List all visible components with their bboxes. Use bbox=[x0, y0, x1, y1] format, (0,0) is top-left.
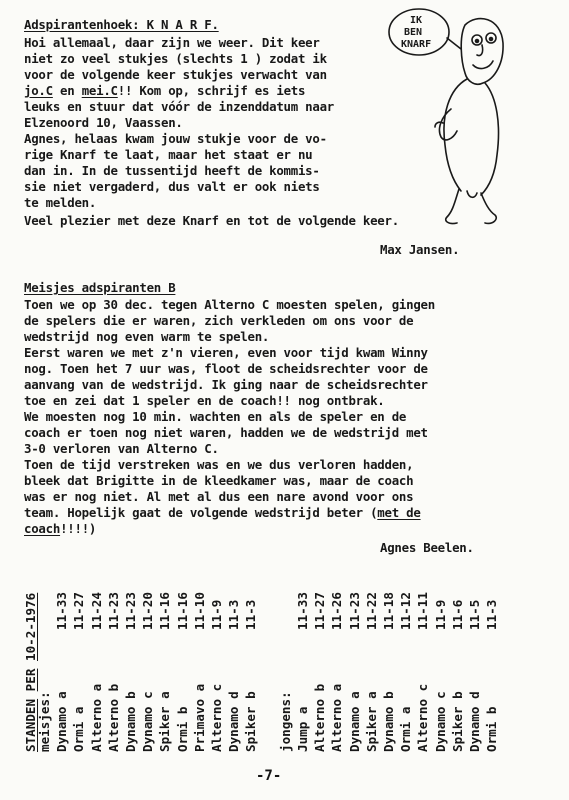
standings-team: Spiker a bbox=[363, 691, 379, 752]
section1-line-4 bbox=[24, 83, 305, 99]
standings-team: meisjes: bbox=[37, 691, 52, 752]
section1-heading: Adspirantenhoek: K N A R F. bbox=[24, 17, 219, 32]
standings-score: 11-24 bbox=[88, 592, 104, 630]
standings-team: Dynamo b bbox=[123, 691, 138, 752]
section1-line: Veel plezier met deze Knarf en tot de volgende keer. bbox=[24, 213, 399, 228]
standings-score: 11-18 bbox=[381, 592, 396, 630]
standings-team: Spiker b bbox=[243, 691, 259, 752]
underlined-text: coach bbox=[24, 521, 61, 536]
standings-team: Dynamo c bbox=[140, 691, 156, 752]
page-number: -7- bbox=[256, 768, 282, 784]
standings-score: 11-12 bbox=[398, 592, 414, 630]
standings-team: Dynamo b bbox=[381, 691, 396, 752]
section1-line: sie niet vergaderd, dus valt er ook niets bbox=[24, 179, 320, 194]
line-rest-text: !!!!) bbox=[60, 521, 97, 536]
section2-heading: Meisjes adspiranten B bbox=[24, 280, 176, 295]
standings-team: Alterno b bbox=[312, 683, 328, 752]
section2-line: was er nog niet. Al met al dus een nare avond voor ons bbox=[24, 489, 414, 504]
section1-line: dan in. In de tussentijd heeft de kommis- bbox=[24, 163, 320, 178]
section2-line: coach er toen nog niet waren, hadden we de wedstrijd met bbox=[24, 425, 428, 440]
standings-score: 11-3 bbox=[226, 599, 242, 630]
standings-score: 11-10 bbox=[191, 592, 207, 630]
standings-team: Jump a bbox=[295, 706, 310, 752]
section1-line: niet zo veel stukjes (slechts 1 ) zodat ik bbox=[24, 51, 327, 66]
standings-team: Dynamo a bbox=[54, 691, 70, 752]
mei-c-text: mei.C bbox=[81, 83, 118, 98]
standings-score: 11-23 bbox=[123, 592, 138, 630]
standings-team: Ormi b bbox=[484, 706, 500, 752]
standings-score: 11-27 bbox=[71, 592, 87, 630]
standings-team: Alterno a bbox=[329, 683, 345, 752]
standings-score: 11-23 bbox=[346, 592, 362, 630]
standings-team: Dynamo d bbox=[226, 691, 242, 752]
standings-score: 11-6 bbox=[449, 599, 465, 630]
per-label: PER bbox=[23, 668, 38, 692]
speech-knarf: KNARF bbox=[401, 39, 432, 50]
standings-team: Dynamo c bbox=[432, 691, 448, 752]
standings-score: 11-20 bbox=[140, 592, 156, 630]
standings-team: Primavo a bbox=[191, 683, 207, 752]
section2-line: de spelers die er waren, zich verkleden om ons voor de bbox=[24, 313, 414, 328]
standings-score: 11-3 bbox=[484, 599, 500, 630]
section2-line: toe en zei dat 1 speler en de coach!! nog ontbrak. bbox=[24, 393, 385, 408]
standings-team: Alterno c bbox=[209, 683, 224, 752]
standings-team: Ormi b bbox=[174, 706, 190, 752]
section2-line: 3-0 verloren van Alterno C. bbox=[24, 441, 219, 456]
date-label: 10-2-1976 bbox=[23, 592, 38, 661]
standen-label: STANDEN bbox=[23, 698, 38, 752]
standings-team: Ormi a bbox=[398, 706, 414, 752]
section1-line: leuks en stuur dat vóór de inzenddatum naar bbox=[24, 99, 335, 114]
standings-heading bbox=[24, 593, 38, 752]
knarf-cartoon-illustration bbox=[385, 5, 505, 235]
jo-c-text: jo.C bbox=[24, 83, 53, 98]
section1-signature: Max Jansen. bbox=[380, 242, 460, 257]
section1-line: rige Knarf te laat, maar het staat er nu bbox=[24, 147, 313, 162]
standings-score: 11-33 bbox=[54, 592, 70, 630]
standings-team: Spiker b bbox=[449, 691, 465, 752]
standings-team: Alterno a bbox=[88, 683, 104, 752]
section1-line: te melden. bbox=[24, 195, 97, 210]
standings-score: 11-23 bbox=[105, 592, 121, 630]
standings-team: Spiker a bbox=[157, 691, 173, 752]
standings-score: 11-22 bbox=[363, 592, 379, 630]
section2-line: Eerst waren we met z'n vieren, even voor tijd kwam Winny bbox=[24, 345, 428, 360]
standings-team: Ormi a bbox=[71, 706, 87, 752]
line-rest-text: !! Kom op, schrijf es iets bbox=[117, 83, 306, 98]
standings-score: 11-27 bbox=[312, 592, 328, 630]
standings-team: Dynamo a bbox=[346, 691, 362, 752]
standings-score: 11-16 bbox=[157, 592, 173, 630]
section2-signature: Agnes Beelen. bbox=[380, 540, 474, 555]
section2-line: nog. Toen het 7 uur was, floot de scheidsrechter voor de bbox=[24, 361, 428, 376]
line-text: team. Hopelijk gaat de volgende wedstrijd beter ( bbox=[24, 505, 378, 520]
speech-ik: IK bbox=[410, 15, 423, 26]
section1-line: voor de volgende keer stukjes verwacht van bbox=[24, 67, 327, 82]
standings-score: 11-33 bbox=[295, 592, 310, 630]
standings-team: Alterno c bbox=[415, 683, 431, 752]
standings-score: 11-5 bbox=[467, 599, 482, 630]
section2-line: Toen we op 30 dec. tegen Alterno C moesten spelen, gingen bbox=[24, 297, 435, 312]
section1-line: Agnes, helaas kwam jouw stukje voor de vo- bbox=[24, 131, 327, 146]
standings-team: Alterno b bbox=[105, 683, 121, 752]
standings-score: 11-9 bbox=[432, 599, 448, 630]
standings-score: 11-16 bbox=[174, 592, 190, 630]
standings-score: 11-11 bbox=[415, 592, 431, 630]
standings-team: jongens: bbox=[277, 691, 293, 752]
section2-line-15 bbox=[24, 521, 96, 537]
section2-line: aanvang van de wedstrijd. Ik ging naar de scheidsrechter bbox=[24, 377, 428, 392]
standings-team: Dynamo d bbox=[467, 691, 482, 752]
section1-line: Hoi allemaal, daar zijn we weer. Dit keer bbox=[24, 35, 320, 50]
section2-line: Toen de tijd verstreken was en we dus verloren hadden, bbox=[24, 457, 414, 472]
speech-ben: BEN bbox=[404, 27, 423, 38]
section2-line: wedstrijd nog even warm te spelen. bbox=[24, 329, 270, 344]
standings-score: 11-3 bbox=[243, 599, 259, 630]
section1-line: Elzenoord 10, Vaassen. bbox=[24, 115, 183, 130]
section2-line: We moesten nog 10 min. wachten en als de speler en de bbox=[24, 409, 407, 424]
section2-line-14 bbox=[24, 505, 421, 521]
underlined-text: met de bbox=[377, 505, 421, 520]
section2-line: bleek dat Brigitte in de kleedkamer was, maar de coach bbox=[24, 473, 414, 488]
standings-score: 11-9 bbox=[209, 599, 224, 630]
standings-score: 11-26 bbox=[329, 592, 345, 630]
conjunction-text: en bbox=[52, 83, 82, 98]
